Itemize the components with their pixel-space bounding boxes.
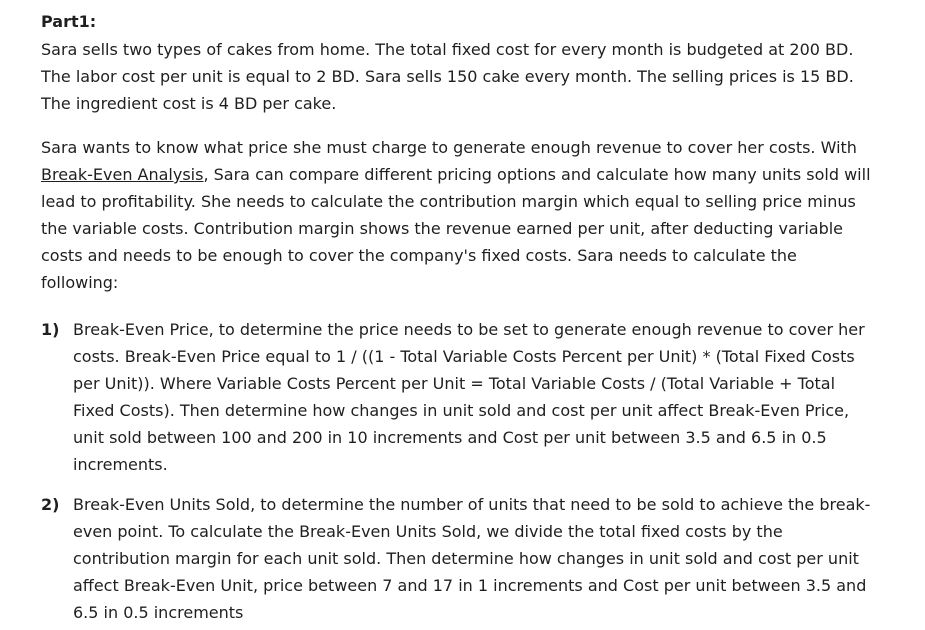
analysis-text-before: Sara wants to know what price she must charge to generate enough revenue to cover her costs. With	[41, 138, 857, 157]
list-item-number: 1)	[41, 320, 60, 339]
list-item-break-even-units	[41, 491, 873, 626]
list-item-text: Break-Even Units Sold, to determine the number of units that need to be sold to achieve the break-even point. To calculate the Break-Even Units Sold, we divide the total fixed costs by the contribution margin for each unit sold. Then determine how changes in unit sold and cost per unit affect Break-Even Unit, price between 7 and 17 in 1 increments and Cost per unit between 3.5 and 6.5 in 0.5 increments	[73, 495, 871, 622]
analysis-paragraph	[41, 134, 871, 296]
list-item-text: Break-Even Price, to determine the price needs to be set to generate enough revenue to cover her costs. Break-Even Price equal to 1 / ((1 - Total Variable Costs Percent per Unit) * (Total Fixed Costs per Unit)). Where Variable Costs Percent per Unit = Total Variable Costs / (Total Variable + Total Fixed Costs). Then determine how changes in unit sold and cost per unit affect Break-Even Price, unit sold between 100 and 200 in 10 increments and Cost per unit between 3.5 and 6.5 in 0.5 increments.	[73, 320, 865, 474]
analysis-text-after: , Sara can compare different pricing options and calculate how many units sold will lead to profitability. She needs to calculate the contribution margin which equal to selling price minus the variable costs. Contribution margin shows the revenue earned per unit, after deducting variable costs and needs to be enough to cover the company's fixed costs. Sara needs to calculate the following:	[41, 165, 871, 292]
part-heading: Part1:	[41, 12, 97, 31]
intro-paragraph: Sara sells two types of cakes from home. The total fixed cost for every month is budgeted at 200 BD. The labor cost per unit is equal to 2 BD. Sara sells 150 cake every month. The selling prices is 15 BD. The ingredient cost is 4 BD per cake.	[41, 40, 854, 113]
list-item-break-even-price	[41, 316, 873, 478]
list-item-number: 2)	[41, 495, 60, 514]
break-even-analysis-link[interactable]: Break-Even Analysis	[41, 165, 204, 184]
